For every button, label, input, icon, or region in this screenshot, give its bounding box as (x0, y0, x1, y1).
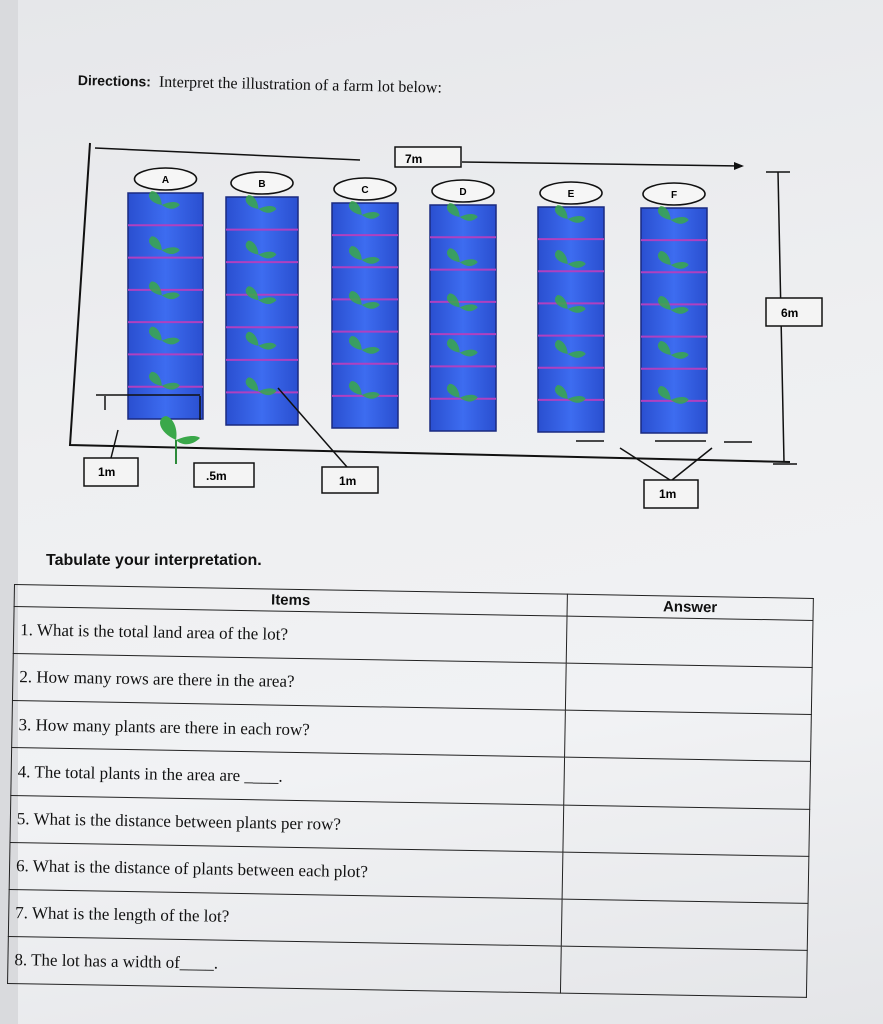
question-cell: 2. How many rows are there in the area? (12, 654, 566, 711)
label-1m-a: 1m (98, 465, 116, 479)
label-1m-b: 1m (339, 474, 357, 488)
answer-cell[interactable] (564, 710, 811, 761)
question-cell: 1. What is the total land area of the lot? (13, 607, 567, 664)
plot-label: B (258, 179, 266, 190)
plots-layer (128, 168, 707, 433)
length-dimension-line-left (95, 148, 360, 160)
question-cell: 6. What is the distance of plants between each plot? (9, 842, 563, 899)
plot-b (226, 172, 298, 425)
question-cell: 5. What is the distance between plants per row? (10, 795, 564, 852)
plot-f (641, 183, 707, 433)
plot-label: A (161, 175, 170, 186)
answer-cell[interactable] (563, 805, 810, 856)
loose-plant-icon (160, 416, 200, 464)
plot-e (538, 182, 604, 432)
plot-label: D (459, 187, 467, 198)
question-cell: 7. What is the length of the lot? (8, 889, 562, 946)
table-title: Tabulate your interpretation. (46, 552, 262, 569)
directions-label: Directions: (77, 72, 152, 90)
question-cell: 3. How many plants are there in each row? (12, 701, 566, 758)
answer-cell[interactable] (560, 946, 807, 997)
plot-a (128, 168, 203, 419)
answer-cell[interactable] (566, 616, 813, 667)
pointer-1m-a (111, 430, 118, 458)
length-label: 7m (405, 152, 423, 166)
length-dimension-line-right (462, 162, 742, 166)
answer-cell[interactable] (562, 852, 809, 903)
question-cell: 8. The lot has a width of____. (8, 936, 562, 993)
plot-label: F (670, 190, 678, 201)
pointer-1m-c-right (672, 448, 712, 480)
label-1m-c: 1m (659, 487, 677, 501)
pointer-1m-c-left (620, 448, 670, 480)
header-answer: Answer (567, 594, 813, 620)
interpretation-table (7, 584, 814, 998)
length-arrowhead (734, 162, 744, 170)
plot-label: C (361, 185, 369, 196)
question-cell: 4. The total plants in the area are ____. (11, 748, 565, 805)
answer-cell[interactable] (565, 663, 812, 714)
width-label: 6m (781, 306, 799, 320)
directions-text: Interpret the illustration of a farm lot below: (158, 73, 443, 97)
header-items: Items (14, 585, 567, 617)
plot-label: E (567, 189, 575, 200)
plot-d (430, 180, 496, 431)
label-plant-spacing: .5m (206, 469, 227, 483)
answer-cell[interactable] (564, 758, 811, 809)
answer-cell[interactable] (561, 899, 808, 950)
plot-c (332, 178, 398, 428)
